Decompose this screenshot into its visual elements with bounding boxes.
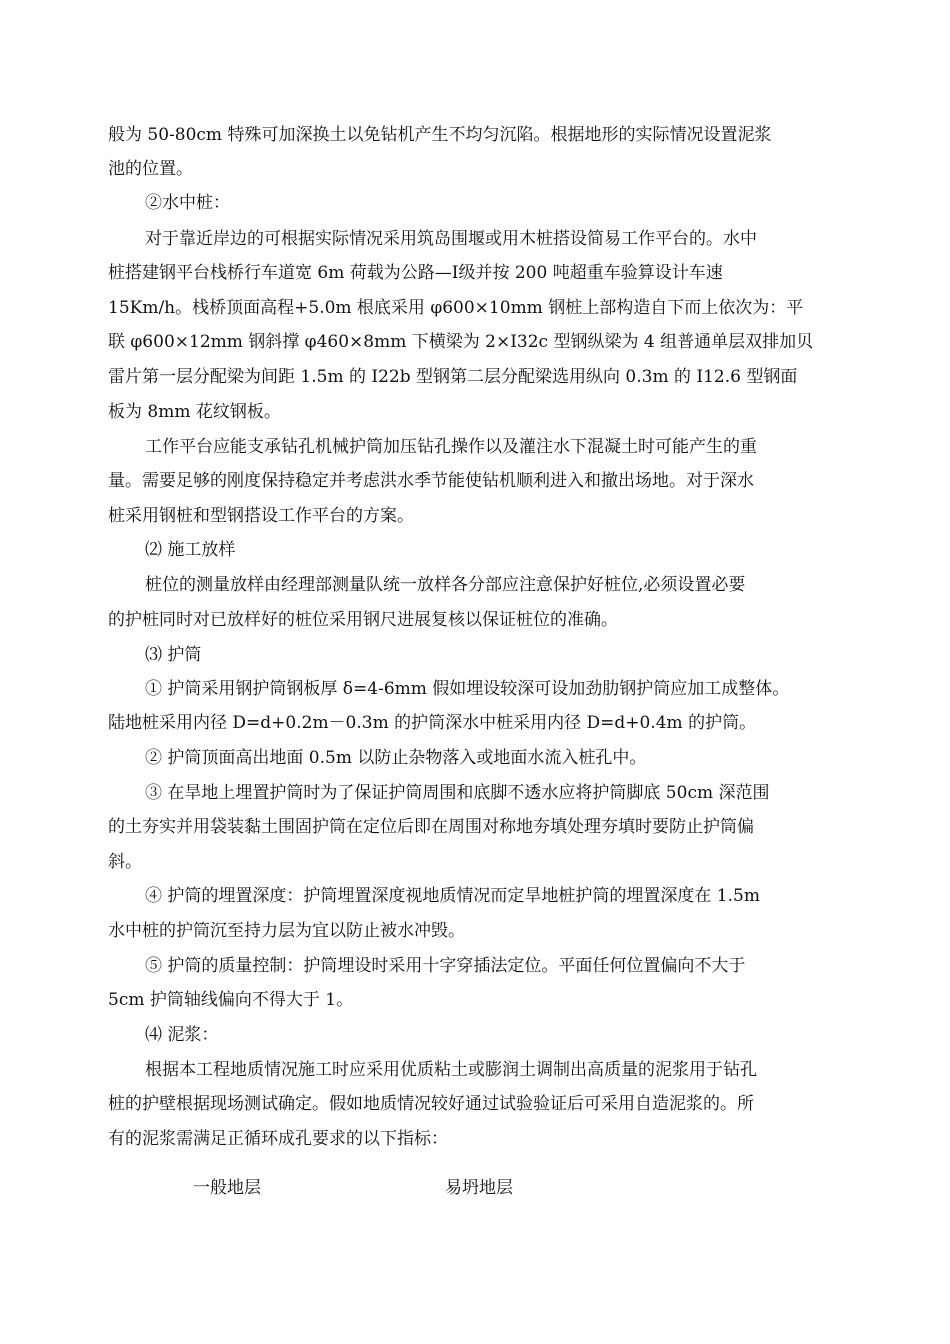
text-line: 工作平台应能支承钻孔机械护筒加压钻孔操作以及灌注水下混凝土时可能产生的重 <box>145 437 757 457</box>
text-line: 般为 50-80cm 特殊可加深换土以免钻机产生不均匀沉陷。根据地形的实际情况设置泥浆 <box>108 125 772 145</box>
text-line: 的护桩同时对已放样好的桩位采用钢尺进展复核以保证桩位的准确。 <box>108 610 618 630</box>
text-line: 斜。 <box>108 852 142 872</box>
table-header-collapsible-stratum: 易坍地层 <box>445 1178 513 1198</box>
section-heading: ⑶ 护筒 <box>145 645 202 665</box>
text-line: 水中桩的护筒沉至持力层为宜以防止被水冲毁。 <box>108 921 465 941</box>
section-heading: ⑷ 泥浆： <box>145 1025 219 1045</box>
text-line: 有的泥浆需满足正循环成孔要求的以下指标： <box>108 1129 448 1149</box>
text-line: 对于靠近岸边的可根据实际情况采用筑岛围堰或用木桩搭设简易工作平台的。水中 <box>145 229 757 249</box>
text-line: 桩的护壁根据现场测试确定。假如地质情况较好通过试验验证后可采用自造泥浆的。所 <box>108 1094 754 1114</box>
text-line: 桩位的测量放样由经理部测量队统一放样各分部应注意保护好桩位,必须设置必要 <box>145 575 746 595</box>
text-line: 桩采用钢桩和型钢搭设工作平台的方案。 <box>108 506 414 526</box>
text-line: 5cm 护筒轴线偏向不得大于 1。 <box>108 990 354 1010</box>
text-line: ②水中桩： <box>145 193 230 213</box>
text-line: ① 护筒采用钢护筒钢板厚 δ=4-6mm 假如埋设较深可设加劲肋钢护筒应加工成整体。 <box>145 679 790 699</box>
text-line: 板为 8mm 花纹钢板。 <box>108 402 281 422</box>
text-line: 池的位置。 <box>108 159 193 179</box>
text-line: 15Km/h。栈桥顶面高程+5.0m 根底采用 φ600×10mm 钢桩上部构造自下而上依次为：平 <box>108 298 804 318</box>
text-line: ④ 护筒的埋置深度：护筒埋置深度视地质情况而定旱地桩护筒的埋置深度在 1.5m <box>145 886 760 906</box>
text-line: 根据本工程地质情况施工时应采用优质粘土或膨润土调制出高质量的泥浆用于钻孔 <box>145 1060 757 1080</box>
table-header-general-stratum: 一般地层 <box>193 1178 261 1198</box>
text-line: ② 护筒顶面高出地面 0.5m 以防止杂物落入或地面水流入桩孔中。 <box>145 748 647 768</box>
text-line: 雷片第一层分配梁为间距 1.5m 的 I22b 型钢第二层分配梁选用纵向 0.3m 的 I12.6 型钢面 <box>108 367 798 387</box>
text-line: 桩搭建钢平台栈桥行车道宽 6m 荷载为公路—Ⅰ级并按 200 吨超重车验算设计车速 <box>108 263 723 283</box>
text-line: 陆地桩采用内径 D=d+0.2m－0.3m 的护筒深水中桩采用内径 D=d+0.4m 的护筒。 <box>108 713 757 733</box>
section-heading: ⑵ 施工放样 <box>145 540 236 560</box>
text-line: 联 φ600×12mm 钢斜撑 φ460×8mm 下横梁为 2×I32c 型钢纵梁为 4 组普通单层双排加贝 <box>108 332 814 352</box>
text-line: 量。需要足够的刚度保持稳定并考虑洪水季节能使钻机顺利进入和撤出场地。对于深水 <box>108 471 754 491</box>
text-line: ③ 在旱地上埋置护筒时为了保证护筒周围和底脚不透水应将护筒脚底 50cm 深范围 <box>145 783 770 803</box>
text-line: ⑤ 护筒的质量控制：护筒埋设时采用十字穿插法定位。平面任何位置偏向不大于 <box>145 956 746 976</box>
text-line: 的土夯实并用袋装黏土围固护筒在定位后即在周围对称地夯填处理夯填时要防止护筒偏 <box>108 817 754 837</box>
